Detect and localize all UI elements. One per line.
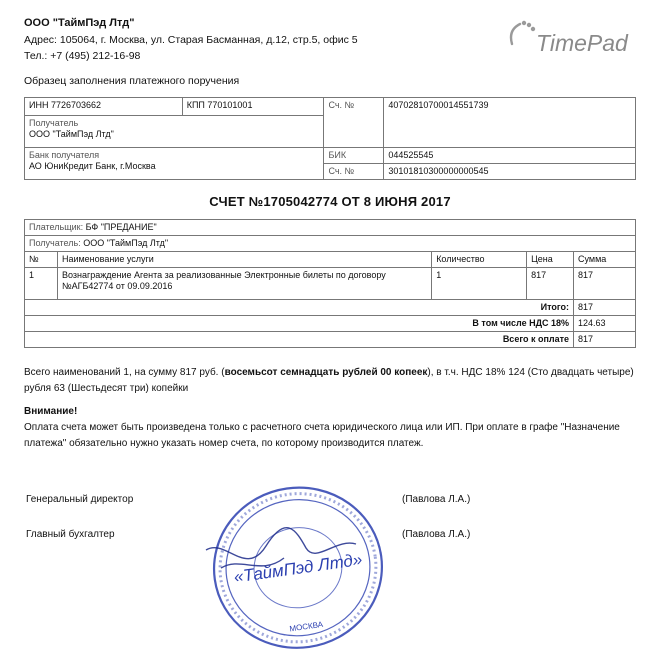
- warning-title: Внимание!: [24, 406, 78, 417]
- item-num: 1: [25, 268, 58, 300]
- invoice-items-table: [24, 219, 636, 348]
- accountant-label: Главный бухгалтер: [26, 529, 115, 540]
- payer-value: БФ "ПРЕДАНИЕ": [85, 222, 157, 232]
- inn: ИНН 7726703662: [25, 98, 183, 116]
- table-row: [25, 268, 636, 300]
- account-value: 40702810700014551739: [384, 98, 636, 148]
- corr-account-value: 30101810300000000545: [384, 164, 636, 180]
- account-label: Сч. №: [324, 98, 384, 148]
- summary-amount-words: восемьсот семнадцать рублей 00 копеек: [224, 367, 428, 378]
- item-sum: 817: [574, 268, 636, 300]
- item-qty: 1: [432, 268, 527, 300]
- col-header-num: №: [25, 252, 58, 268]
- accountant-name: (Павлова Л.А.): [402, 529, 471, 540]
- payer-label: Плательщик:: [29, 222, 84, 232]
- recipient-label: Получатель: [29, 118, 79, 128]
- sample-title: Образец заполнения платежного поручения: [24, 75, 240, 87]
- bik-value: 044525545: [384, 148, 636, 164]
- bank-cell: [25, 148, 324, 180]
- stamp-center-text: «ТаймПэд Лтд»: [232, 549, 364, 587]
- summary-text: Всего наименований 1, на сумму 817 руб. (восемьсот семнадцать рублей 00 копеек), в т.ч. НДС 18% 124 (Сто двадцать четыре) рубля 63 (Шестьдесят три) копейки: [24, 367, 634, 394]
- corr-account-label: Сч. №: [324, 164, 384, 180]
- kpp: КПП 770101001: [182, 98, 324, 116]
- item-price: 817: [527, 268, 574, 300]
- recipient-value: ООО "ТаймПэд Лтд": [29, 129, 114, 139]
- recipient-row-value: ООО "ТаймПэд Лтд": [83, 238, 169, 248]
- due-label: Всего к оплате: [25, 332, 574, 348]
- col-header-sum: Сумма: [574, 252, 636, 268]
- items-header-row: [25, 252, 636, 268]
- bank-value: АО ЮниКредит Банк, г.Москва: [29, 161, 156, 171]
- company-address: Адрес: 105064, г. Москва, ул. Старая Басманная, д.12, стр.5, офис 5: [24, 34, 358, 46]
- vat-label: В том числе НДС 18%: [25, 316, 574, 332]
- stamp-city-text: МОСКВА: [288, 619, 324, 634]
- recipient-cell: [25, 116, 324, 148]
- recipient-row-label: Получатель:: [29, 238, 81, 248]
- col-header-qty: Количество: [432, 252, 527, 268]
- company-stamp: [186, 478, 406, 658]
- warning-text: Оплата счета может быть произведена только с расчетного счета юридического лица или ИП. При оплате в графе "Назначение платежа" обязательно нужно указать номер счета, по которому производится платеж.: [24, 422, 620, 449]
- recipient-row: [25, 236, 636, 252]
- timepad-logo: [498, 14, 638, 60]
- invoice-title: СЧЕТ №1705042774 ОТ 8 ИЮНЯ 2017: [209, 194, 451, 209]
- timepad-logo-text: TimePad: [536, 30, 628, 56]
- payer-row: [25, 220, 636, 236]
- director-label: Генеральный директор: [26, 494, 134, 505]
- company-phone: Тел.: +7 (495) 212-16-98: [24, 50, 141, 62]
- due-value: 817: [574, 332, 636, 348]
- director-name: (Павлова Л.А.): [402, 494, 471, 505]
- col-header-name: Наименование услуги: [57, 252, 431, 268]
- vat-value: 124.63: [574, 316, 636, 332]
- timepad-logo-icon: [511, 21, 535, 44]
- col-header-price: Цена: [527, 252, 574, 268]
- bank-label: Банк получателя: [29, 150, 100, 160]
- company-name: ООО "ТаймПэд Лтд": [24, 17, 135, 29]
- item-name: Вознаграждение Агента за реализованные Электронные билеты по договору №АГБ42774 от 09.09.2016: [57, 268, 431, 300]
- total-value: 817: [574, 300, 636, 316]
- bik-label: БИК: [324, 148, 384, 164]
- total-label: Итого:: [25, 300, 574, 316]
- bank-details-table: [24, 97, 636, 180]
